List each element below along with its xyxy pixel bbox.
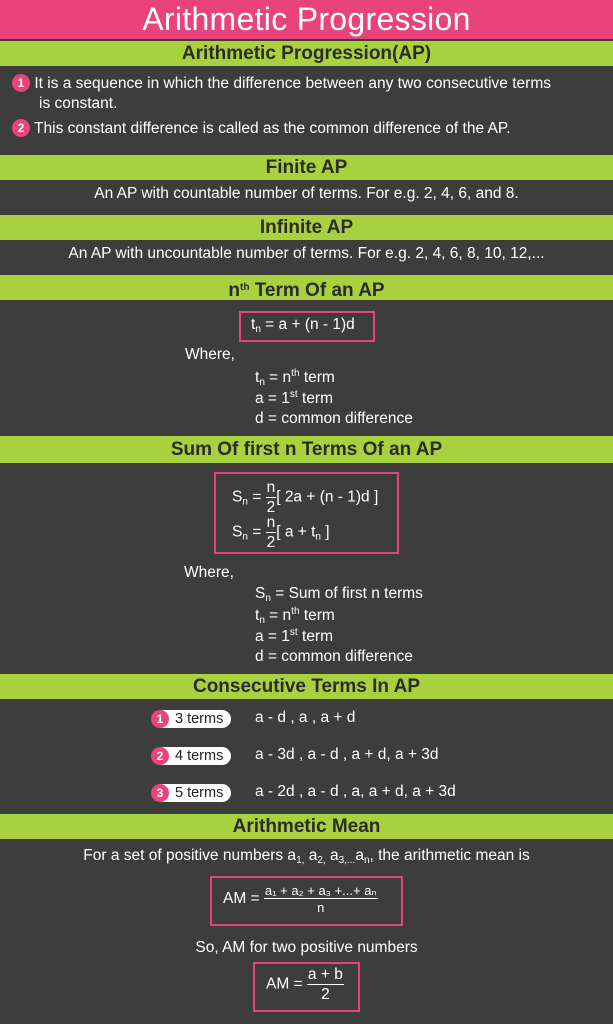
ap-point-2 bbox=[12, 119, 511, 138]
sum-def-sn: $S_n$ = Sum of first n terms bbox=[255, 585, 423, 604]
ap-point-1-line2: is constant. bbox=[39, 95, 118, 112]
nth-def-d: d = common difference bbox=[255, 410, 413, 427]
ap-point-1 bbox=[12, 74, 551, 93]
sum-formula-2: $S_n$ = $\frac{n}{2}$ [ $a + t_n$ ] bbox=[232, 514, 330, 551]
finite-ap-text: An AP with countable number of terms. For e.g. 2, 4, 6, and 8. bbox=[94, 185, 519, 202]
consecutive-pill-2: 2 4 terms bbox=[153, 747, 231, 765]
consecutive-terms-2: a - 3d , a - d , a + d, a + 3d bbox=[255, 746, 439, 763]
sum-def-a: a = 1st term bbox=[255, 627, 334, 645]
section-heading-sum: Sum Of first n Terms Of an AP bbox=[0, 436, 613, 463]
nth-where-label: Where, bbox=[185, 346, 235, 363]
section-heading-infinite: Infinite AP bbox=[0, 215, 613, 240]
consecutive-pill-1: 1 3 terms bbox=[153, 710, 231, 728]
number-badge-1: 1 bbox=[151, 710, 169, 728]
infinite-ap-text: An AP with uncountable number of terms. For e.g. 2, 4, 6, 8, 10, 12,... bbox=[68, 245, 545, 262]
consecutive-pill-3: 3 5 terms bbox=[153, 784, 231, 802]
ap-point-1-line1: It is a sequence in which the difference between any two consecutive terms bbox=[34, 75, 551, 92]
section-heading-consecutive: Consecutive Terms In AP bbox=[0, 674, 613, 699]
consecutive-terms-1: a - d , a , a + d bbox=[255, 709, 356, 726]
am2-formula: AM = $\frac{a + b}{2}$ bbox=[266, 966, 343, 1003]
consecutive-terms-3: a - 2d , a - d , a, a + d, a + 3d bbox=[255, 783, 456, 800]
section-heading-nth-term: $n^{th}$ Term Of an AP bbox=[0, 275, 613, 300]
page-title: Arithmetic Progression bbox=[0, 0, 613, 39]
number-badge-3: 3 bbox=[151, 784, 169, 802]
number-badge-2: 2 bbox=[12, 119, 30, 137]
ap-point-2-text: This constant difference is called as the common difference of the AP. bbox=[34, 120, 511, 137]
am-two-numbers-text: So, AM for two positive numbers bbox=[195, 939, 418, 956]
nth-term-formula: $t_n = a + (n - 1)d$ bbox=[251, 316, 355, 335]
section-heading-ap: Arithmetic Progression(AP) bbox=[0, 41, 613, 66]
sum-formula-1: $S_n$ = $\frac{n}{2}$ [ 2a + (n - 1)d ] bbox=[232, 479, 379, 516]
am-formula: AM = $\frac{\text{a₁ + a₂ + a₃ +...+ aₙ}}{n}$ bbox=[223, 883, 377, 915]
number-badge-1: 1 bbox=[12, 74, 30, 92]
sum-def-d: d = common difference bbox=[255, 648, 413, 665]
number-badge-2: 2 bbox=[151, 747, 169, 765]
nth-def-a: a = 1st term bbox=[255, 389, 334, 407]
nth-def-tn: $t_n = n^{th}$ term bbox=[255, 368, 335, 388]
sum-def-tn: $t_n = n^{th}$ term bbox=[255, 606, 335, 626]
sum-where-label: Where, bbox=[184, 564, 234, 581]
section-heading-finite: Finite AP bbox=[0, 155, 613, 180]
mean-intro: For a set of positive numbers $a_{1,}$ $a_{2,}$ $a_{3,...}a_n$, the arithmetic mean is bbox=[83, 847, 530, 866]
section-heading-mean: Arithmetic Mean bbox=[0, 814, 613, 839]
